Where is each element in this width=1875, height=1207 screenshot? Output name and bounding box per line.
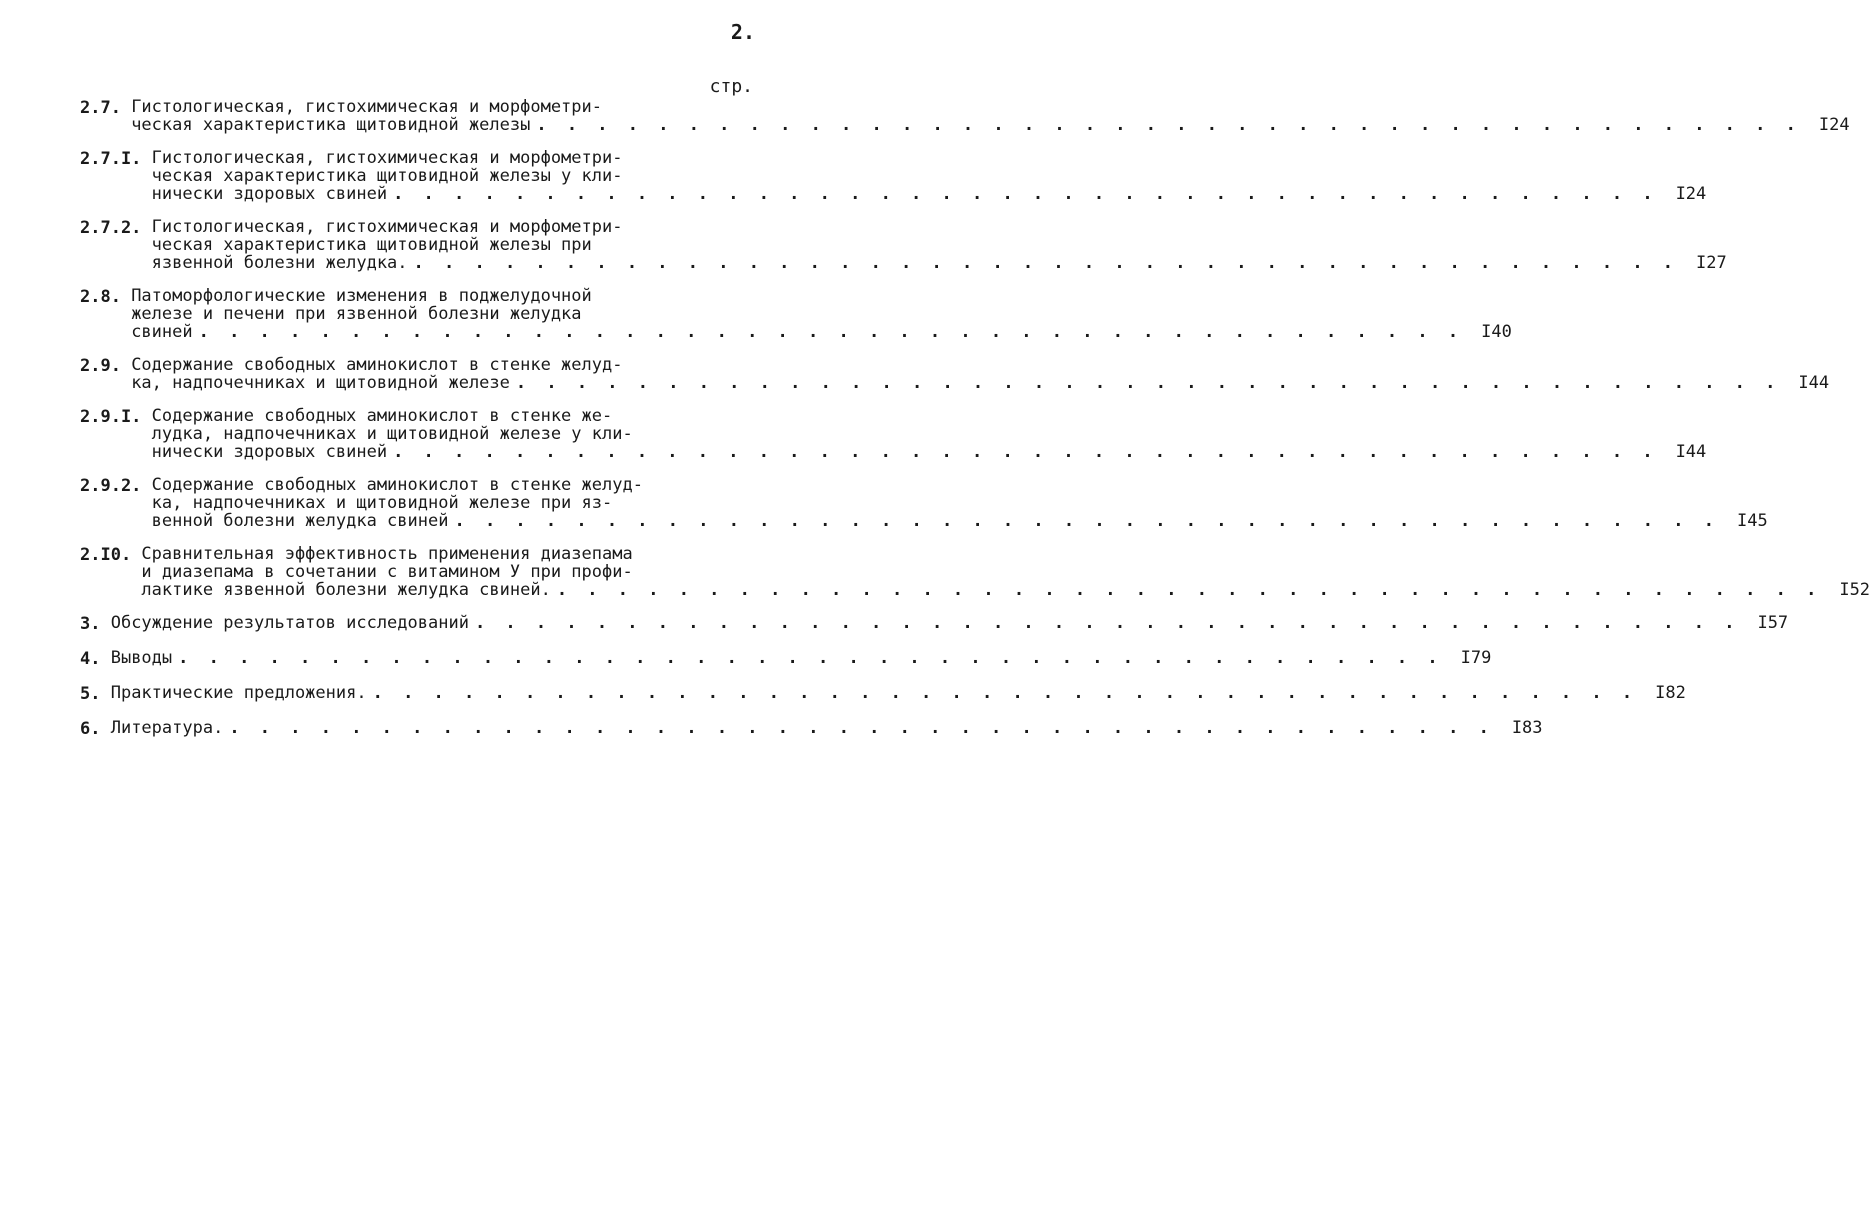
toc-entry-last-line: [111, 719, 1548, 737]
toc-entry-page: I24: [1818, 115, 1850, 135]
toc-entry-title-line: Выводы: [110, 648, 173, 668]
toc-entry-number: 6.: [80, 719, 111, 739]
toc-entry-number: 2.9.I.: [80, 407, 152, 427]
toc-entry-page: I40: [1481, 322, 1512, 342]
toc-entry: [80, 544, 1871, 600]
dot-leader: . . . . . . . . . . . . . . . . . . . . . . . . . . . . . . . . . . . . . . . . . .: [515, 373, 1781, 393]
toc-entry-last-line: [111, 684, 1691, 702]
page-number: 2.: [730, 20, 755, 44]
toc-entry-number: 5.: [80, 684, 111, 704]
toc-entry-title-line: Содержание свободных аминокислот в стенке желуд-: [131, 355, 623, 375]
toc-entry-title: [111, 649, 1497, 667]
toc-entry-number: 2.7.2.: [80, 218, 152, 238]
toc-entry: [80, 148, 1707, 204]
toc-entry-title-line: венной болезни желудка свиней: [151, 511, 449, 531]
toc-entry-title-line: ческая характеристика щитовидной железы: [131, 115, 531, 135]
toc-entry-page: I83: [1511, 718, 1543, 738]
toc-entry-number: 2.8.: [80, 287, 132, 307]
toc-entry-title-line: ческая характеристика щитовидной железы при: [151, 235, 592, 255]
toc-entry-title: [152, 407, 1712, 461]
toc-entry-page: I82: [1655, 683, 1686, 703]
toc-entry-last-line: [152, 254, 1732, 272]
dot-leader: . . . . . . . . . . . . . . . . . . . . . . . . . . . . . . . . . . . . . . . . . .: [413, 253, 1679, 273]
dot-leader: . . . . . . . . . . . . . . . . . . . . . . . . . . . . . . . . . . . . . . . . . .: [372, 683, 1638, 703]
toc-entry-page: I27: [1696, 253, 1727, 273]
toc-entry-title: [152, 149, 1712, 203]
toc-entry-title: [111, 614, 1794, 632]
toc-entry-page: I44: [1798, 373, 1830, 393]
toc-entry: [80, 718, 1543, 739]
toc-entry-title: [131, 98, 1855, 134]
dot-leader: . . . . . . . . . . . . . . . . . . . . . . . . . . . . . . . . . . . . . . . . . .: [474, 613, 1740, 633]
toc-entry: [80, 683, 1686, 704]
toc-entry-title-line: Практические предложения.: [110, 683, 367, 703]
toc-entry-title-line: лактике язвенной болезни желудка свиней.: [141, 580, 551, 600]
toc-entry-number: 2.7.: [80, 98, 132, 118]
toc-entry-title-line: Литература.: [110, 718, 224, 738]
toc-entry-last-line: [152, 512, 1773, 530]
toc-entry-title-line: Содержание свободных аминокислот в стенке желуд-: [151, 475, 643, 495]
toc-entry-last-line: [152, 443, 1712, 461]
dot-leader: . . . . . . . . . . . . . . . . . . . . . . . . . . . . . . . . . . . . . . . . . .: [536, 115, 1801, 135]
toc-entry-title-line: лудка, надпочечниках и щитовидной железе у кли-: [151, 424, 633, 444]
toc-entry-last-line: [131, 374, 1834, 392]
toc-entry-title-line: ка, надпочечниках и щитовидной железе при яз-: [151, 493, 613, 513]
toc-entry-title-line: ческая характеристика щитовидной железы у кли-: [151, 166, 623, 186]
dot-leader: . . . . . . . . . . . . . . . . . . . . . . . . . . . . . . . . . . . . . . . . . .: [178, 648, 1443, 668]
toc-entry-title-line: Гистологическая, гистохимическая и морфометри-: [131, 97, 602, 117]
toc-entry: [80, 648, 1492, 669]
dot-leader: . . . . . . . . . . . . . . . . . . . . . . . . . . . . . . . . . . . . . . . . . .: [393, 184, 1658, 204]
toc-entry-last-line: [111, 614, 1794, 632]
toc-entry-title: [111, 719, 1548, 737]
toc-entry-title-line: Патоморфологические изменения в поджелудочной: [131, 286, 592, 306]
toc-entry-last-line: [152, 185, 1712, 203]
toc-entry-last-line: [131, 116, 1855, 134]
toc-entry-title-line: нически здоровых свиней: [151, 442, 388, 462]
toc-entry-page: I45: [1736, 511, 1768, 531]
toc-entry-title: [131, 356, 1834, 392]
toc-entry-number: 3.: [80, 614, 111, 634]
dot-leader: . . . . . . . . . . . . . . . . . . . . . . . . . . . . . . . . . . . . . . . . . .: [229, 718, 1494, 738]
toc-entry-page: I44: [1675, 442, 1707, 462]
toc-entry: [80, 355, 1830, 393]
toc-entry-page: I57: [1757, 613, 1789, 633]
toc-entry-last-line: [141, 581, 1875, 599]
toc-entry: [80, 406, 1707, 462]
toc-entry-title-line: и диазепама в сочетании с витамином У при профи-: [141, 562, 633, 582]
dot-leader: . . . . . . . . . . . . . . . . . . . . . . . . . . . . . . . . . . . . . . . . . .: [556, 580, 1822, 600]
toc-entry-title-line: железе и печени при язвенной болезни желудка: [131, 304, 582, 324]
toc-entry-number: 2.I0.: [80, 545, 142, 565]
toc-entry: [80, 97, 1850, 135]
toc-entry-title-line: язвенной болезни желудка.: [151, 253, 408, 273]
toc-entry-number: 2.9.2.: [80, 476, 152, 496]
toc-entry-title-line: Сравнительная эффективность применения диазепама: [141, 544, 633, 564]
toc-entry-title-line: Гистологическая, гистохимическая и морфометри-: [151, 217, 623, 237]
dot-leader: . . . . . . . . . . . . . . . . . . . . . . . . . . . . . . . . . . . . . . . . . .: [393, 442, 1658, 462]
page-column-header: стр.: [709, 76, 753, 97]
toc-entry-title: [141, 545, 1875, 599]
toc-entry-page: I52: [1839, 580, 1871, 600]
toc-entry-title-line: Обсуждение результатов исследований: [110, 613, 469, 633]
toc-entry-title: [131, 287, 1517, 341]
toc-entry-page: I79: [1460, 648, 1492, 668]
toc-entry-page: I24: [1675, 184, 1707, 204]
table-of-contents: [80, 97, 1871, 754]
toc-entry-title-line: свиней: [131, 322, 193, 342]
toc-entry: [80, 286, 1512, 342]
dot-leader: . . . . . . . . . . . . . . . . . . . . . . . . . . . . . . . . . . . . . . . . . .: [198, 322, 1464, 342]
toc-entry-title-line: Содержание свободных аминокислот в стенке же-: [151, 406, 613, 426]
toc-entry-title-line: Гистологическая, гистохимическая и морфометри-: [151, 148, 623, 168]
toc-entry: [80, 613, 1789, 634]
toc-entry-title: [111, 684, 1691, 702]
toc-entry-number: 4.: [80, 649, 111, 669]
toc-entry-number: 2.7.I.: [80, 149, 152, 169]
toc-entry-title-line: ка, надпочечниках и щитовидной железе: [131, 373, 510, 393]
toc-entry-title-line: нически здоровых свиней: [151, 184, 388, 204]
toc-entry: [80, 217, 1727, 273]
dot-leader: . . . . . . . . . . . . . . . . . . . . . . . . . . . . . . . . . . . . . . . . . .: [454, 511, 1719, 531]
toc-entry: [80, 475, 1768, 531]
toc-entry-number: 2.9.: [80, 356, 132, 376]
toc-entry-title: [152, 476, 1773, 530]
toc-entry-title: [152, 218, 1732, 272]
toc-entry-last-line: [111, 649, 1497, 667]
toc-entry-last-line: [131, 323, 1517, 341]
